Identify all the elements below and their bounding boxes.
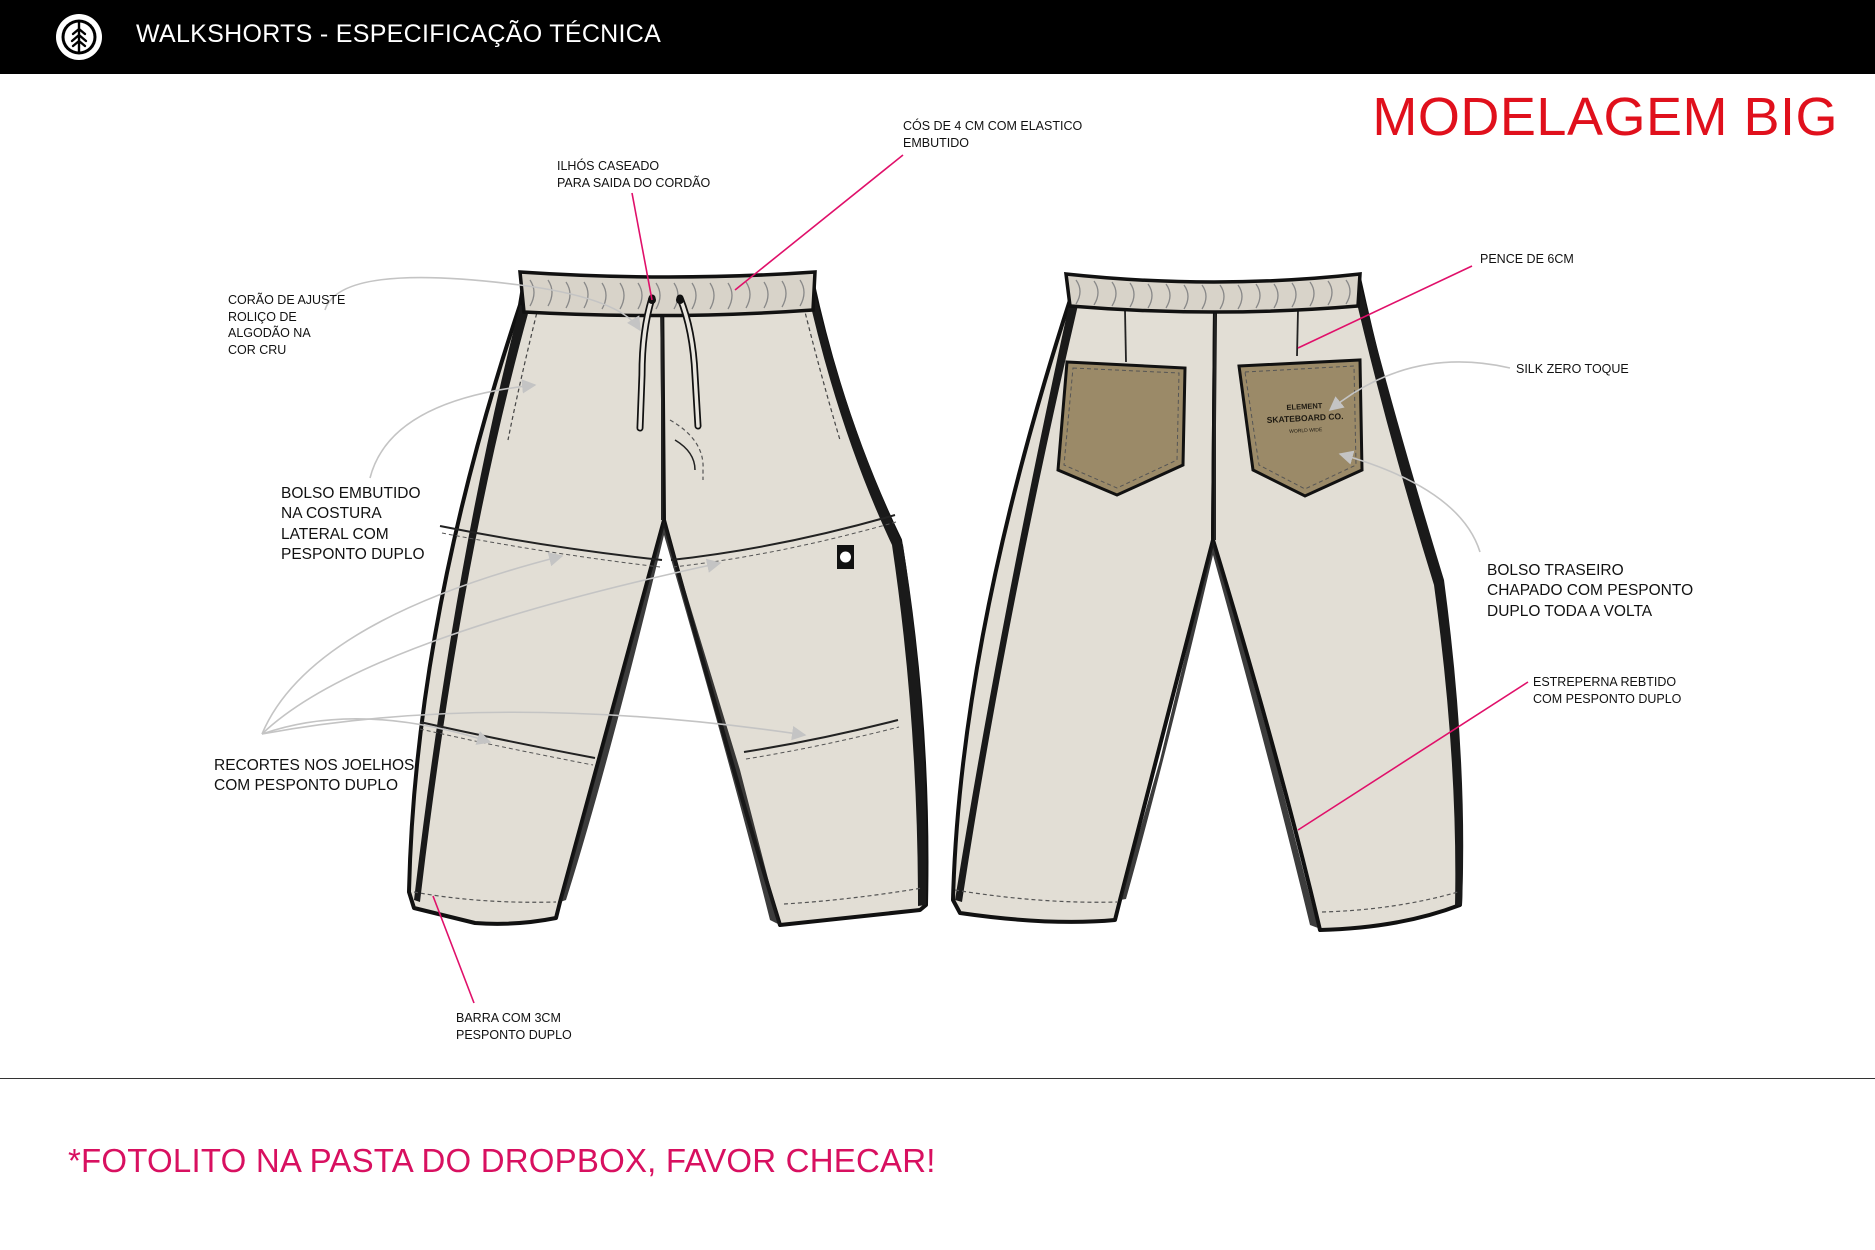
annotation-drawcord: CORÃO DE AJUSTE ROLIÇO DE ALGODÃO NA COR CRU <box>228 293 346 357</box>
pocket-print-line1: ELEMENT <box>1286 401 1323 412</box>
front-right-leg <box>662 278 926 925</box>
annotation-side-pocket: BOLSO EMBUTIDO NA COSTURA LATERAL COM PESPONTO DUPLO <box>281 485 425 564</box>
annotation-knee-panels: RECORTES NOS JOELHOS COM PESPONTO DUPLO <box>214 757 415 795</box>
annotation-inseam: ESTREPERNA REBTIDO COM PESPONTO DUPLO <box>1533 675 1682 706</box>
annotation-silk: SILK ZERO TOQUE <box>1516 362 1629 376</box>
header-bar <box>0 0 1875 74</box>
tree-circle-logo <box>54 12 104 62</box>
front-view <box>409 272 927 925</box>
pocket-print-line3: WORLD WIDE <box>1289 427 1323 435</box>
callout-waistband-line <box>735 155 903 290</box>
annotation-back-pocket: BOLSO TRASEIRO CHAPADO COM PESPONTO DUPLO TODA A VOLTA <box>1487 562 1694 620</box>
annotation-waistband: CÓS DE 4 CM COM ELASTICO EMBUTIDO <box>903 119 1083 150</box>
front-left-leg <box>409 275 664 924</box>
front-waistband <box>520 272 815 316</box>
document-title: WALKSHORTS - ESPECIFICAÇÃO TÉCNICA <box>136 20 662 48</box>
footer-note: *FOTOLITO NA PASTA DO DROPBOX, FAVOR CHECAR! <box>68 1142 936 1179</box>
back-view <box>953 274 1463 930</box>
back-waistband <box>1066 274 1360 312</box>
annotation-hem: BARRA COM 3CM PESPONTO DUPLO <box>456 1011 572 1042</box>
variant-title: MODELAGEM BIG <box>1372 87 1838 147</box>
annotation-dart: PENCE DE 6CM <box>1480 252 1574 266</box>
footer-divider <box>0 1078 1875 1079</box>
annotation-eyelets: ILHÓS CASEADO PARA SAIDA DO CORDÃO <box>557 159 711 190</box>
pocket-print-line2: SKATEBOARD CO. <box>1266 410 1344 426</box>
